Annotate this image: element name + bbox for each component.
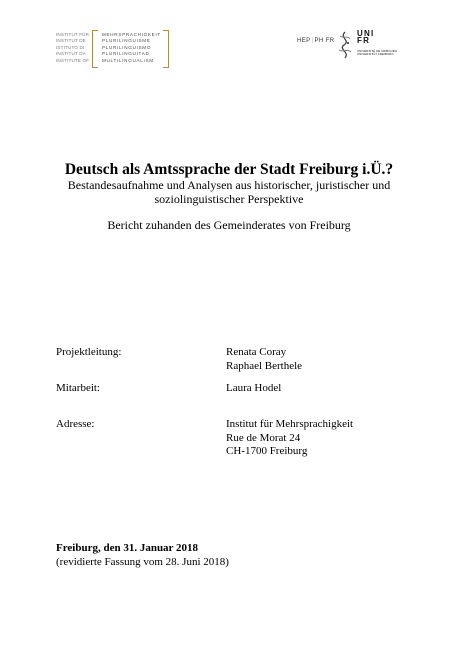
institute-prefix-line: INSTITUT DE bbox=[56, 38, 86, 44]
institute-prefix-line: INSTITUT FÜR bbox=[56, 32, 90, 37]
document-subtitle-line-2: soziolinguistischer Perspektive bbox=[154, 192, 304, 206]
address-row bbox=[56, 418, 416, 459]
hep-separator: | bbox=[311, 38, 314, 44]
unifr-subline bbox=[357, 50, 397, 57]
logo-bracket-left bbox=[92, 30, 98, 68]
revision-note: (revidierte Fassung vom 28. Juni 2018) bbox=[56, 555, 229, 568]
logo-bracket-right bbox=[163, 30, 169, 68]
address-line: Institut für Mehrsprachigkeit bbox=[226, 418, 354, 430]
institute-logo-prefix bbox=[56, 32, 92, 68]
address-line: Rue de Morat 24 bbox=[226, 431, 301, 444]
hep-text: HEP bbox=[297, 38, 311, 44]
project-lead-name: Renata Coray bbox=[226, 346, 287, 358]
project-lead-label: Projektleitung: bbox=[56, 346, 122, 358]
title-block bbox=[0, 161, 458, 232]
project-lead-row bbox=[56, 346, 416, 373]
staff-row bbox=[56, 382, 416, 396]
unifr-emblem-icon bbox=[334, 30, 356, 60]
institute-name-line: MEHRSPRACHIGKEIT bbox=[102, 32, 161, 37]
institute-prefix-line: ISTITUTO DI bbox=[56, 44, 85, 50]
document-title: Deutsch als Amtssprache der Stadt Freiburg i.Ü.? bbox=[64, 161, 394, 178]
unifr-mark-top: UNI bbox=[357, 29, 375, 38]
staff-name: Laura Hodel bbox=[226, 382, 282, 394]
report-recipient-line: Bericht zuhanden des Gemeinderates von Freiburg bbox=[107, 218, 351, 232]
unifr-logo bbox=[357, 30, 397, 57]
institute-logo-name bbox=[102, 32, 161, 68]
institute-name-line: PLURILINGUITAD bbox=[102, 51, 150, 57]
institute-logo bbox=[56, 32, 169, 68]
project-lead-name: Raphael Berthele bbox=[226, 359, 303, 372]
institute-name-line: PLURILINGUISMO bbox=[102, 44, 152, 50]
document-subtitle-line-1: Bestandesaufnahme und Analysen aus historischer, juristischer und bbox=[67, 178, 391, 192]
institute-name-line: MULTILINGUALISM bbox=[102, 57, 154, 63]
document-date: Freiburg, den 31. Januar 2018 bbox=[56, 542, 198, 554]
institute-prefix-line: INSTITUT DA bbox=[56, 51, 86, 57]
hep-phfr-logo bbox=[297, 38, 335, 44]
address-label: Adresse: bbox=[56, 418, 95, 430]
phfr-text: PH FR bbox=[314, 38, 335, 44]
unifr-wordmark bbox=[357, 30, 375, 45]
unifr-subline-de: UNIVERSITÄT FREIBURG bbox=[357, 52, 394, 57]
unifr-mark-bottom: FR bbox=[357, 36, 371, 46]
unifr-subline-fr: UNIVERSITÉ DE FRIBOURG bbox=[357, 48, 398, 53]
date-block bbox=[56, 542, 229, 569]
institute-prefix-line: INSTITUTE OF bbox=[56, 57, 90, 63]
institute-name-line: PLURILINGUISME bbox=[102, 38, 151, 44]
address-line: CH-1700 Freiburg bbox=[226, 445, 308, 457]
staff-label: Mitarbeit: bbox=[56, 382, 100, 394]
